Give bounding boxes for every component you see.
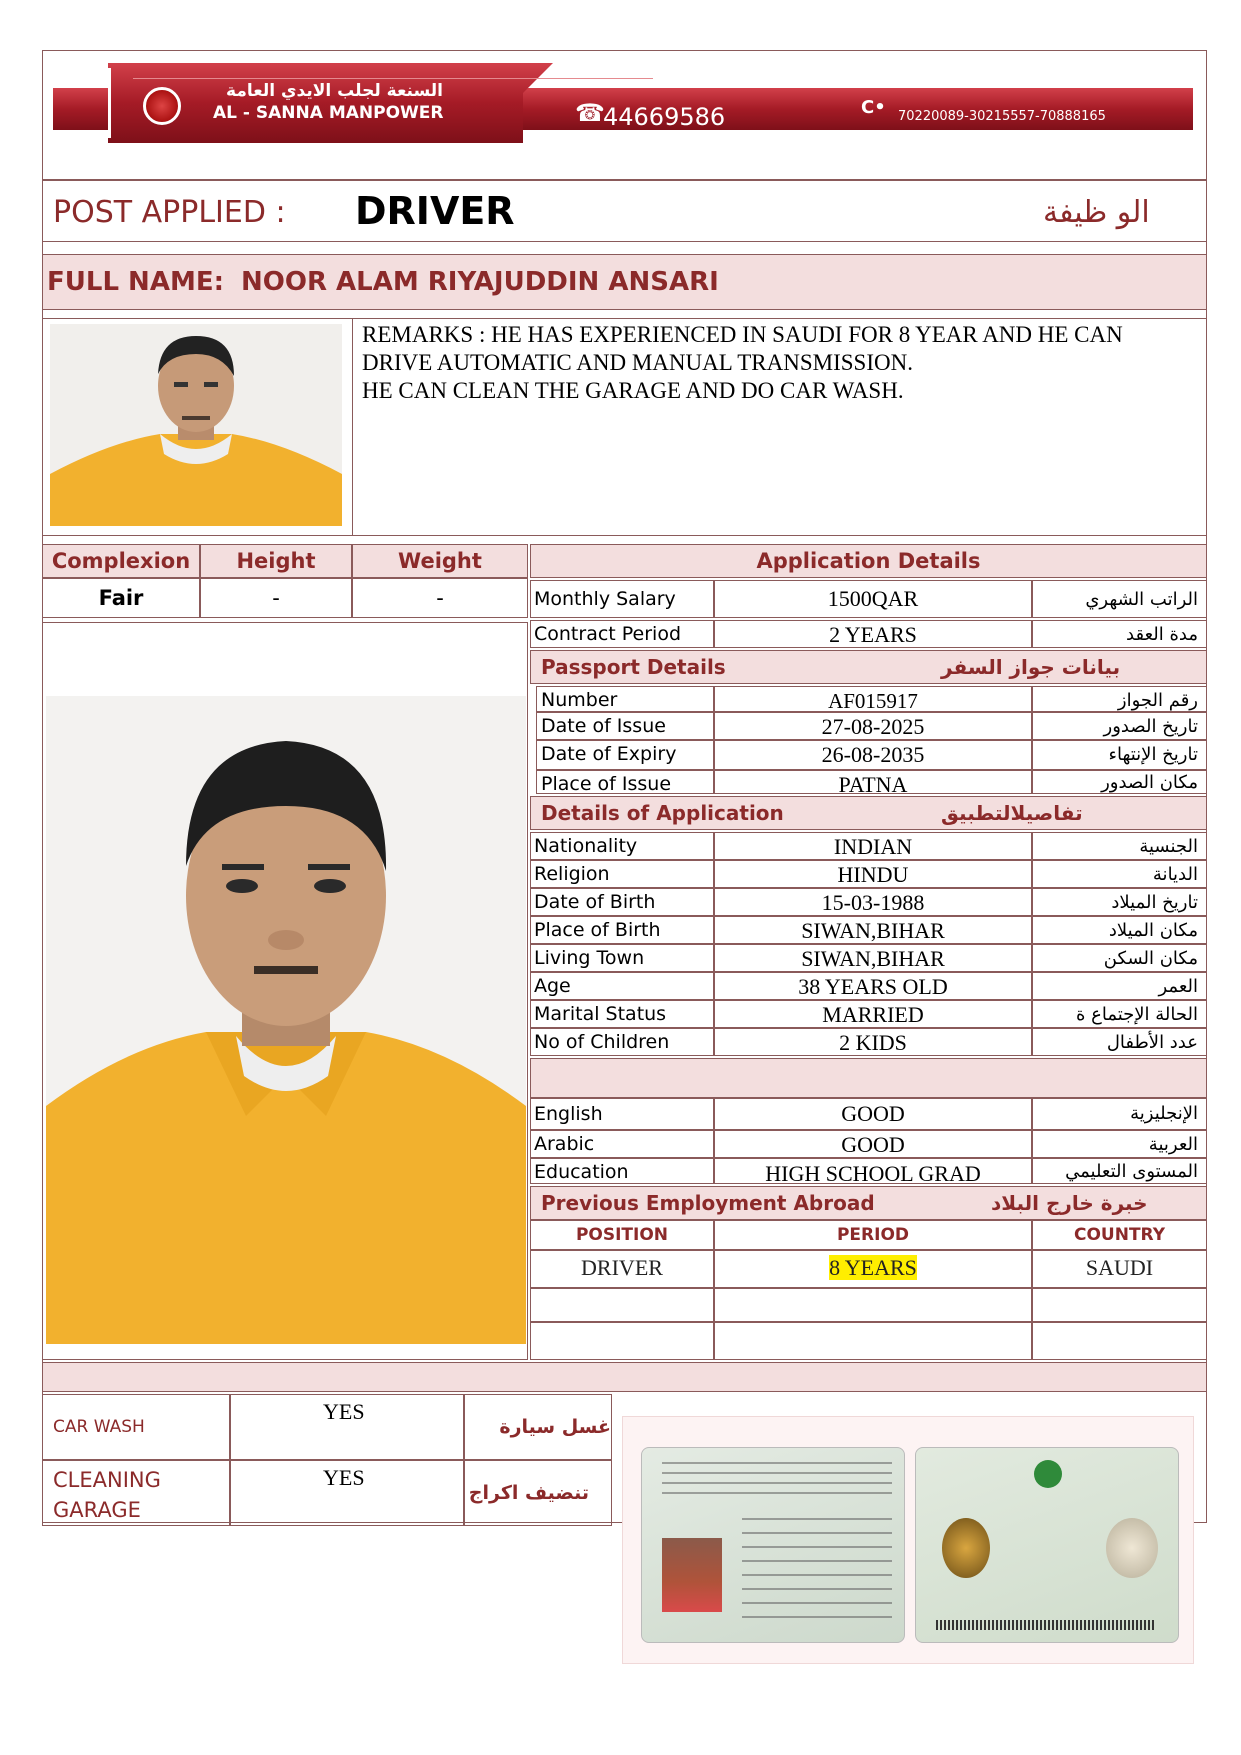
employment-empty-row-2a xyxy=(530,1288,714,1322)
contract-period-label: Contract Period xyxy=(530,620,714,648)
full-name-value: NOOR ALAM RIYAJUDDIN ANSARI xyxy=(241,267,719,297)
card-front-header-lines xyxy=(662,1462,892,1502)
post-applied-row xyxy=(42,180,1207,242)
company-name-en: AL - SANNA MANPOWER xyxy=(213,103,444,123)
card-hologram-icon xyxy=(942,1518,990,1578)
english-value: GOOD xyxy=(714,1098,1032,1130)
nationality-value: INDIAN xyxy=(714,832,1032,860)
passport-details-title-ar: بيانات جواز السفر xyxy=(941,655,1121,679)
separator-bar xyxy=(42,1362,1207,1392)
monthly-salary-value: 1500QAR xyxy=(714,580,1032,618)
company-name-ar: السنعة لجلب الايدي العامة xyxy=(226,81,443,101)
details-of-application-title: Details of Application xyxy=(541,801,784,825)
blank-spacer-row xyxy=(530,1058,1207,1098)
height-value: - xyxy=(200,578,352,618)
monthly-salary-label: Monthly Salary xyxy=(530,580,714,618)
card-front-text-lines xyxy=(742,1518,892,1618)
cleaning-garage-label: CLEANING GARAGE xyxy=(53,1468,161,1522)
phone-number: 44669586 xyxy=(603,103,726,131)
employment-empty-row-3a xyxy=(530,1322,714,1360)
remarks-line-3: HE CAN CLEAN THE GARAGE AND DO CAR WASH. xyxy=(362,378,904,403)
children-label-ar: عدد الأطفال xyxy=(1032,1028,1207,1056)
arabic-label: Arabic xyxy=(530,1130,714,1158)
employment-country-1: SAUDI xyxy=(1032,1250,1207,1288)
mobile-numbers: 70220089-30215557-70888165 xyxy=(898,109,1106,124)
employment-empty-row-3b xyxy=(714,1322,1032,1360)
company-logo-icon xyxy=(143,87,181,125)
date-of-issue-label: Date of Issue xyxy=(536,712,714,740)
weight-header: Weight xyxy=(352,544,528,578)
employment-empty-row-2c xyxy=(1032,1288,1207,1322)
employment-empty-row-2b xyxy=(714,1288,1032,1322)
religion-label-ar: الديانة xyxy=(1032,860,1207,888)
education-label: Education xyxy=(530,1158,714,1184)
employment-position-1: DRIVER xyxy=(530,1250,714,1288)
arabic-value: GOOD xyxy=(714,1130,1032,1158)
small-photo xyxy=(50,324,342,526)
residency-card-back xyxy=(915,1447,1179,1643)
place-of-issue-value: PATNA xyxy=(714,770,1032,794)
details-of-application-title-ar: تفاصيلالتطبيق xyxy=(941,801,1083,825)
date-of-expiry-label-ar: تاريخ الإنتهاء xyxy=(1032,740,1207,770)
living-town-label-ar: مكان السكن xyxy=(1032,944,1207,972)
big-photo xyxy=(46,696,526,1344)
contract-period-label-ar: مدة العقد xyxy=(1032,620,1207,648)
living-town-value: SIWAN,BIHAR xyxy=(714,944,1032,972)
nationality-label: Nationality xyxy=(530,832,714,860)
full-name-label: FULL NAME: xyxy=(47,267,224,297)
car-wash-label: CAR WASH xyxy=(42,1394,230,1460)
position-header: POSITION xyxy=(530,1220,714,1250)
previous-employment-header xyxy=(530,1186,1207,1220)
country-header: COUNTRY xyxy=(1032,1220,1207,1250)
card-barcode xyxy=(936,1620,1156,1630)
marital-status-value: MARRIED xyxy=(714,1000,1032,1028)
residency-card-front xyxy=(641,1447,905,1643)
complexion-header: Complexion xyxy=(42,544,200,578)
post-applied-value: DRIVER xyxy=(355,189,515,233)
header-box xyxy=(42,50,1207,180)
place-of-birth-value: SIWAN,BIHAR xyxy=(714,916,1032,944)
employment-empty-row-3c xyxy=(1032,1322,1207,1360)
children-value: 2 KIDS xyxy=(714,1028,1032,1056)
marital-status-label: Marital Status xyxy=(530,1000,714,1028)
arabic-label-ar: العربية xyxy=(1032,1130,1207,1158)
period-header: PERIOD xyxy=(714,1220,1032,1250)
date-of-birth-label-ar: تاريخ الميلاد xyxy=(1032,888,1207,916)
cleaning-garage-label-ar: تنضيف اكراج xyxy=(464,1460,612,1526)
date-of-expiry-label: Date of Expiry xyxy=(536,740,714,770)
place-of-birth-label: Place of Birth xyxy=(530,916,714,944)
living-town-label: Living Town xyxy=(530,944,714,972)
post-applied-label: POST APPLIED : xyxy=(53,195,286,230)
application-details-header: Application Details xyxy=(530,544,1207,578)
remarks-line-2: DRIVE AUTOMATIC AND MANUAL TRANSMISSION. xyxy=(362,350,913,375)
place-of-issue-label-ar: مكان الصدور xyxy=(1032,770,1207,794)
english-label-ar: الإنجليزية xyxy=(1032,1098,1207,1130)
date-of-birth-label: Date of Birth xyxy=(530,888,714,916)
remarks-line-1: REMARKS : HE HAS EXPERIENCED IN SAUDI FOR 8 YEAR AND HE CAN xyxy=(362,322,1123,347)
employment-period-1: 8 YEARS xyxy=(829,1255,917,1280)
place-of-birth-label-ar: مكان الميلاد xyxy=(1032,916,1207,944)
cleaning-garage-label-cell xyxy=(42,1460,230,1526)
car-wash-value xyxy=(230,1394,464,1460)
passport-number-value: AF015917 xyxy=(714,686,1032,712)
full-name-row xyxy=(42,254,1207,310)
passport-details-title: Passport Details xyxy=(541,655,726,679)
card-back-chip-icon xyxy=(1106,1518,1158,1578)
place-of-issue-label: Place of Issue xyxy=(536,770,714,794)
cleaning-garage-value-text: YES xyxy=(323,1465,365,1490)
date-of-birth-value: 15-03-1988 xyxy=(714,888,1032,916)
passport-details-header xyxy=(530,650,1207,684)
monthly-salary-label-ar: الراتب الشهري xyxy=(1032,580,1207,618)
post-applied-label-ar: الو ظيفة xyxy=(1043,195,1150,230)
education-value: HIGH SCHOOL GRAD xyxy=(714,1158,1032,1184)
date-of-expiry-value: 26-08-2035 xyxy=(714,740,1032,770)
complexion-value: Fair xyxy=(42,578,200,618)
date-of-issue-value: 27-08-2025 xyxy=(714,712,1032,740)
previous-employment-title-ar: خبرة خارج البلاد xyxy=(991,1191,1148,1215)
phone-icon: ☎ xyxy=(575,99,605,127)
height-header: Height xyxy=(200,544,352,578)
religion-value: HINDU xyxy=(714,860,1032,888)
card-emblem-icon xyxy=(1034,1460,1062,1488)
passport-number-label: Number xyxy=(536,686,714,712)
religion-label: Religion xyxy=(530,860,714,888)
nationality-label-ar: الجنسية xyxy=(1032,832,1207,860)
age-value: 38 YEARS OLD xyxy=(714,972,1032,1000)
residency-card-image xyxy=(622,1416,1194,1664)
card-front-photo xyxy=(662,1538,722,1612)
employment-period-cell-1 xyxy=(714,1250,1032,1288)
marital-status-label-ar: الحالة الإجتماع ة xyxy=(1032,1000,1207,1028)
weight-value: - xyxy=(352,578,528,618)
contract-period-value: 2 YEARS xyxy=(714,620,1032,648)
date-of-issue-label-ar: تاريخ الصدور xyxy=(1032,712,1207,740)
children-label: No of Children xyxy=(530,1028,714,1056)
passport-number-label-ar: رقم الجواز xyxy=(1032,686,1207,712)
car-wash-label-ar: غسل سيارة xyxy=(464,1394,612,1460)
age-label-ar: العمر xyxy=(1032,972,1207,1000)
previous-employment-title: Previous Employment Abroad xyxy=(541,1191,875,1215)
car-wash-value-text: YES xyxy=(323,1399,365,1424)
mobile-icon: C• xyxy=(861,97,886,118)
education-label-ar: المستوى التعليمي xyxy=(1032,1158,1207,1184)
age-label: Age xyxy=(530,972,714,1000)
english-label: English xyxy=(530,1098,714,1130)
details-of-application-header xyxy=(530,796,1207,830)
cleaning-garage-value xyxy=(230,1460,464,1526)
